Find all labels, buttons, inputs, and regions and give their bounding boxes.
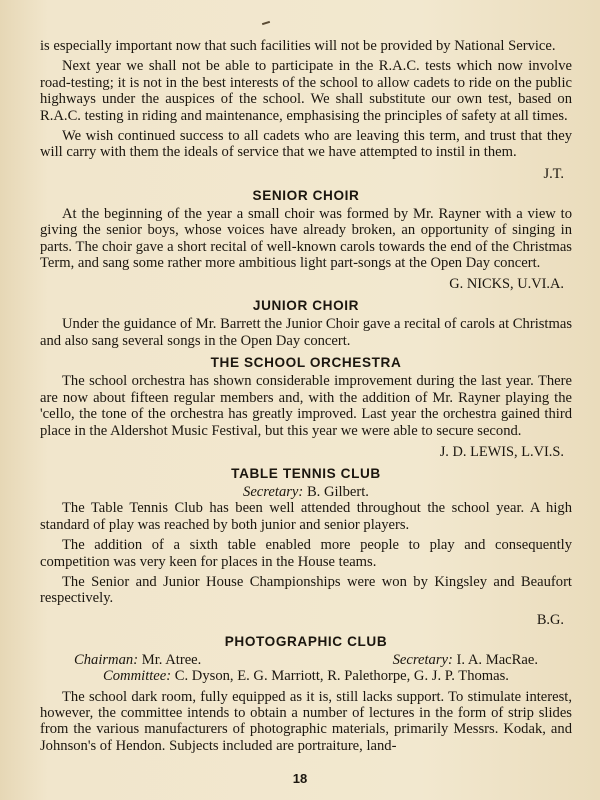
committee-names: C. Dyson, E. G. Marriott, R. Palethorpe, G. J. P. Thomas. bbox=[174, 668, 509, 685]
chairman-name: Mr. Atree. bbox=[141, 651, 202, 668]
photographic-club-chairman bbox=[74, 652, 201, 668]
secretary-name: I. A. MacRae. bbox=[456, 651, 538, 668]
table-tennis-heading: TABLE TENNIS CLUB bbox=[231, 465, 381, 481]
photographic-club-committee bbox=[40, 668, 572, 684]
page-number: 18 bbox=[292, 771, 308, 786]
table-tennis-paragraph-1: The Table Tennis Club has been well attended throughout the school year. A high standard of play was reached by both junior and senior players. bbox=[40, 500, 572, 533]
junior-choir-paragraph: Under the guidance of Mr. Barrett the Junior Choir gave a recital of carols at Christmas and also sang several songs in the Open Day concert. bbox=[40, 316, 572, 349]
committee-label: Committee: bbox=[103, 668, 172, 685]
orchestra-paragraph: The school orchestra has shown considerable improvement during the last year. There are now about fifteen regular members and, with the addition of Mr. Rayner playing the 'cello, the tone of the orchestra has greatly improved. Last year the orchestra gained third place in the Aldershot Music Festival, but this year we were able to secure second. bbox=[40, 373, 572, 439]
photographic-club-officers bbox=[40, 652, 572, 668]
intro-paragraph-1: is especially important now that such facilities will not be provided by National Service. bbox=[40, 38, 556, 54]
photographic-club-heading: PHOTOGRAPHIC CLUB bbox=[224, 633, 388, 649]
table-tennis-secretary bbox=[40, 484, 572, 500]
table-tennis-signature: B.G. bbox=[536, 611, 564, 628]
chairman-label: Chairman: bbox=[74, 651, 139, 668]
photographic-club-paragraph: The school dark room, fully equipped as it is, still lacks support. To stimulate interest, however, the committee intends to obtain a number of lectures in the form of strip slides from the various manufacturers of photographic materials, primarily Messrs. Kodak, and Johnson's of Hendon. Subjects included are portraiture, land- bbox=[40, 688, 572, 754]
orchestra-signature: J. D. LEWIS, L.VI.S. bbox=[439, 443, 564, 460]
orchestra-heading: THE SCHOOL ORCHESTRA bbox=[210, 355, 402, 371]
senior-choir-paragraph: At the beginning of the year a small choir was formed by Mr. Rayner with a view to giving the senior boys, whose voices have already broken, an opportunity of singing in parts. The choir gave a short recital of well-known carols towards the end of the Christmas Term, and sang some rather more ambitious light part-songs at the Open Day concert. bbox=[40, 205, 572, 272]
senior-choir-heading: SENIOR CHOIR bbox=[252, 187, 360, 203]
photographic-club-secretary bbox=[393, 652, 538, 668]
table-tennis-secretary-label: Secretary: bbox=[243, 483, 304, 500]
intro-paragraph-2: Next year we shall not be able to participate in the R.A.C. tests which now involve road-testing; it is not in the best interests of the school to allow cadets to ride on the public highways under the auspices of the school. We shall substitute our own test, based on R.A.C. testing in riding and maintenance, emphasising the principles of safety at all times. bbox=[40, 58, 572, 124]
junior-choir-heading: JUNIOR CHOIR bbox=[252, 298, 360, 314]
table-tennis-paragraph-2: The addition of a sixth table enabled more people to play and consequently competition was very keen for places in the House teams. bbox=[40, 537, 572, 570]
table-tennis-secretary-name: B. Gilbert. bbox=[306, 483, 369, 500]
table-tennis-paragraph-3: The Senior and Junior House Championships were won by Kingsley and Beaufort respectively. bbox=[40, 573, 572, 607]
intro-paragraph-3: We wish continued success to all cadets who are leaving this term, and trust that they will carry with them the ideals of service that we have attempted to instil in them. bbox=[40, 128, 572, 161]
intro-signature: J.T. bbox=[543, 165, 564, 182]
pen-mark bbox=[262, 21, 270, 25]
secretary-label: Secretary: bbox=[392, 651, 453, 668]
senior-choir-signature: G. NICKS, U.VI.A. bbox=[449, 276, 564, 293]
